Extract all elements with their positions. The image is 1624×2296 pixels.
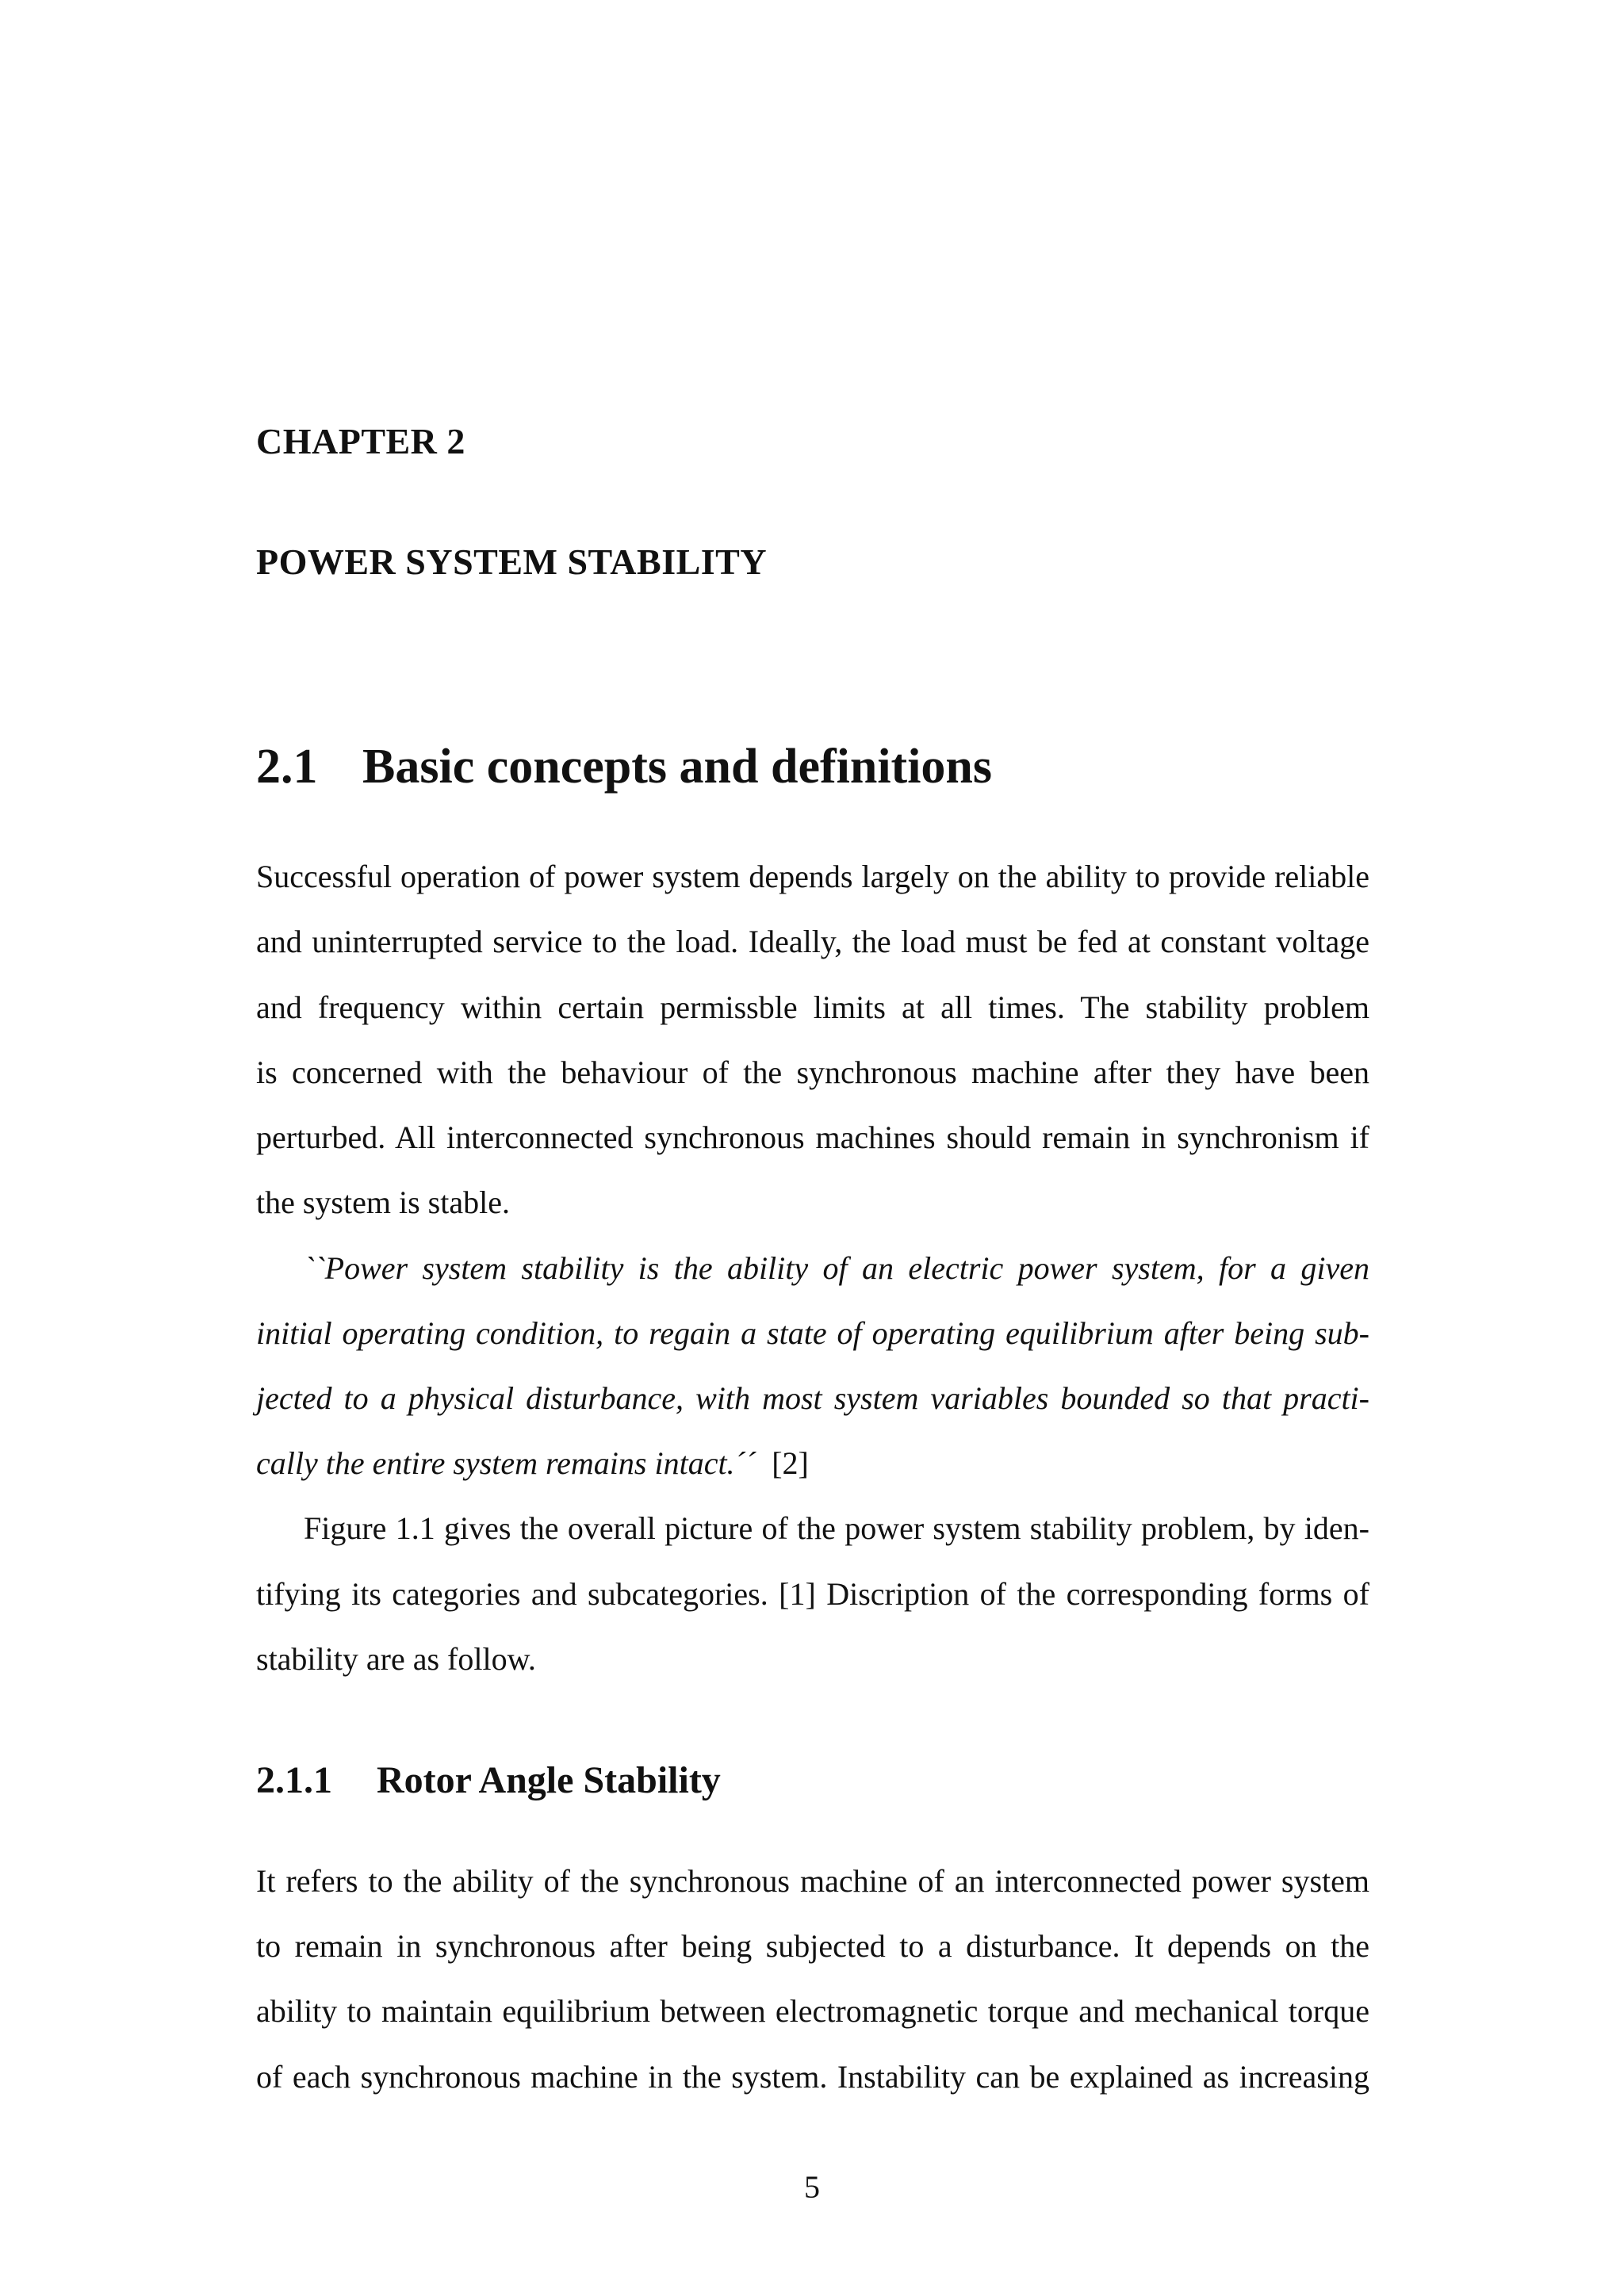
quote-line-last: [256, 1445, 1369, 1483]
subsection-title: Rotor Angle Stability: [377, 1759, 721, 1801]
paragraph-line: and frequency within certain permissble limits at all times. The stability problem: [256, 989, 1369, 1025]
chapter-title: POWER SYSTEM STABILITY: [256, 541, 768, 582]
quote-line: jected to a physical disturbance, with most system variables bounded so that practi-: [256, 1380, 1369, 1416]
paragraph-line: tifying its categories and subcategories. [1] Discription of the corresponding forms of: [256, 1576, 1369, 1612]
paragraph-line: and uninterrupted service to the load. Ideally, the load must be fed at constant voltage: [256, 924, 1369, 959]
paragraph-line: Figure 1.1 gives the overall picture of the power system stability problem, by iden-: [304, 1510, 1369, 1546]
paragraph-line: It refers to the ability of the synchronous machine of an interconnected power system: [256, 1863, 1369, 1899]
subsection-number: 2.1.1: [256, 1759, 332, 1801]
paragraph-line: Successful operation of power system depends largely on the ability to provide reliable: [256, 859, 1369, 894]
section-number: 2.1: [256, 740, 318, 794]
quote-line: ``Power system stability is the ability of an electric power system, for a given: [304, 1250, 1369, 1286]
paragraph-line: ability to maintain equilibrium between electromagnetic torque and mechanical torque: [256, 1993, 1369, 2029]
page-number: 5: [804, 2169, 820, 2205]
paragraph-line: the system is stable.: [256, 1184, 510, 1220]
chapter-label: CHAPTER 2: [256, 421, 465, 461]
paragraph-line: of each synchronous machine in the system. Instability can be explained as increasing: [256, 2059, 1369, 2095]
paragraph-line: is concerned with the behaviour of the synchronous machine after they have been: [256, 1054, 1369, 1090]
section-heading: [256, 739, 992, 795]
citation: [2]: [772, 1445, 809, 1481]
subsection-heading: [256, 1758, 721, 1802]
paragraph-line: stability are as follow.: [256, 1641, 536, 1677]
paragraph-line: to remain in synchronous after being subjected to a disturbance. It depends on the: [256, 1928, 1369, 1964]
section-title: Basic concepts and definitions: [362, 740, 993, 794]
quote-text: cally the entire system remains intact.´´: [256, 1445, 756, 1481]
paragraph-line: perturbed. All interconnected synchronous machines should remain in synchronism if: [256, 1119, 1369, 1155]
quote-line: initial operating condition, to regain a state of operating equilibrium after being sub-: [256, 1315, 1369, 1351]
